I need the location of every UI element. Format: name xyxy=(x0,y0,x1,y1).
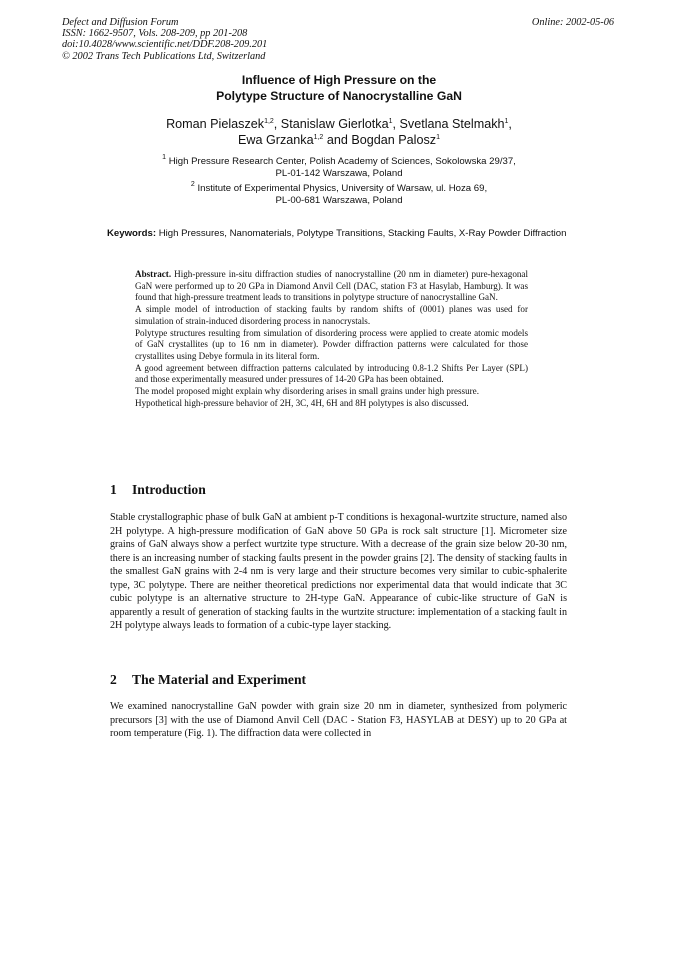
author-separator: , xyxy=(508,117,512,131)
abstract-paragraph: Hypothetical high-pressure behavior of 2H, 3C, 4H, 6H and 8H polytypes is also discussed. xyxy=(135,397,469,408)
author-name: Svetlana Stelmakh xyxy=(399,117,505,131)
author-affil-sup: 1 xyxy=(504,118,509,125)
section-title: The Material and Experiment xyxy=(132,672,307,687)
section-number: 2 xyxy=(110,672,117,687)
affiliation-1-line-1 xyxy=(0,156,678,168)
author-list xyxy=(0,116,678,148)
section-2-body: We examined nanocrystalline GaN powder with grain size 20 nm in diameter, synthesized from polymeric precursors [3] with the use of Diamond Anvil Cell (DAC - Station F3, HASYLAB at DESY) up to 20 GPa at room temperature (Fig. 1). The diffraction data were collected in xyxy=(110,701,567,739)
keywords-text: High Pressures, Nanomaterials, Polytype Transitions, Stacking Faults, X-Ray Powder Diffraction xyxy=(156,228,567,239)
author-name: Stanislaw Gierlotka xyxy=(280,117,389,131)
author-affil-sup: 1,2 xyxy=(313,134,324,141)
affiliation-1 xyxy=(0,156,678,180)
abstract-label: Abstract. xyxy=(135,269,172,279)
keywords xyxy=(107,227,567,240)
issn-line: ISSN: 1662-9507, Vols. 208-209, pp 201-208 xyxy=(62,28,248,40)
journal-header xyxy=(62,17,267,62)
title-line-2: Polytype Structure of Nanocrystalline GaN xyxy=(216,89,462,103)
abstract-paragraph: Polytype structures resulting from simulation of disordering process were applied to create atomic models of GaN crystallites (up to 16 nm in diameter). Powder diffraction patterns were calculated for those crystallites using Debye formula in its literal form. xyxy=(135,327,528,361)
journal-name: Defect and Diffusion Forum xyxy=(62,17,179,28)
section-1-heading xyxy=(110,482,206,498)
author-affil-sup: 1 xyxy=(436,134,440,141)
paper-title xyxy=(0,72,678,104)
abstract xyxy=(135,269,528,409)
section-2-heading xyxy=(110,672,306,688)
affiliation-sup: 2 xyxy=(190,181,195,188)
author-name: Roman Pielaszek xyxy=(166,117,265,131)
author-line-2 xyxy=(0,132,678,148)
affiliation-2-line-1 xyxy=(0,183,678,195)
affiliation-2-line-2: PL-00-681 Warszawa, Poland xyxy=(275,195,403,206)
affiliation-2 xyxy=(0,183,678,207)
title-line-1: Influence of High Pressure on the xyxy=(241,73,437,87)
keywords-label: Keywords: xyxy=(107,228,157,239)
online-date: Online: 2002-05-06 xyxy=(531,17,614,28)
section-title: Introduction xyxy=(132,482,206,497)
author-affil-sup: 1,2 xyxy=(264,118,274,125)
abstract-paragraph: A good agreement between diffraction patterns calculated by introducing 0.8-1.2 Shifts Per Layer (SPL) and those experimentally measured under pressures of 14-20 GPa has been obtained. xyxy=(135,362,528,385)
author-separator: , xyxy=(392,117,400,131)
abstract-paragraph: The model proposed might explain why disordering arises in small grains under high pressure. xyxy=(135,386,479,397)
abstract-paragraph xyxy=(135,269,528,304)
copyright-line: © 2002 Trans Tech Publications Ltd, Switzerland xyxy=(62,50,266,62)
affiliation-text: Institute of Experimental Physics, University of Warsaw, ul. Hoza 69, xyxy=(197,183,488,194)
section-number: 1 xyxy=(110,482,117,497)
author-and: and xyxy=(323,133,352,147)
author-affil-sup: 1 xyxy=(388,118,393,125)
section-1-body: Stable crystallographic phase of bulk GaN at ambient p-T conditions is hexagonal-wurtzite structure, named also 2H polytype. A high-pressure modification of GaN above 50 GPa is rock salt structure [1]. Micrometer size grains of GaN always show a perfect wurtzite type structure. With a decrease of the grain size below 20-30 nm, there is an increasing number of stacking faults present in the powder grains [2]. The density of stacking faults in the smallest GaN grains with 2-4 nm is very large and their structure becomes very similar to cubic-sphalerite type, 3C polytype. There are neither theoretical predictions nor experimental data that would indicate that 3C cubic polytype is an alternative structure to 2H-type GaN. Appearance of cubic-like structure of GaN is apparently a result of generation of stacking faults in the wurtzite structure: implementation of a stacking fault in 2H polytype always leads to formation of a cubic-type layer stacking. xyxy=(110,512,567,631)
author-name: Bogdan Palosz xyxy=(351,133,437,147)
abstract-text: High-pressure in-situ diffraction studies of nanocrystalline (20 nm in diameter) pure-hexagonal GaN were performed up to 20 GPa in Diamond Anvil Cell (DAC, station F3 at Hasylab, Hamburg). It was found that high-pressure treatment leads to transitions in polytype structure of nanocrystalline GaN. xyxy=(135,269,528,303)
doi-line: doi:10.4028/www.scientific.net/DDF.208-209.201 xyxy=(62,39,268,51)
affiliation-1-line-2: PL-01-142 Warszawa, Poland xyxy=(275,168,403,179)
abstract-paragraph: A simple model of introduction of stacking faults by random shifts of (0001) planes was used for simulation of strain-induced disordering process in nanocrystals. xyxy=(135,304,528,326)
affiliation-text: High Pressure Research Center, Polish Academy of Sciences, Sokolowska 29/37, xyxy=(168,156,516,167)
author-name: Ewa Grzanka xyxy=(238,133,314,147)
author-separator: , xyxy=(273,117,281,131)
author-line-1 xyxy=(0,116,678,132)
affiliation-sup: 1 xyxy=(162,154,167,161)
